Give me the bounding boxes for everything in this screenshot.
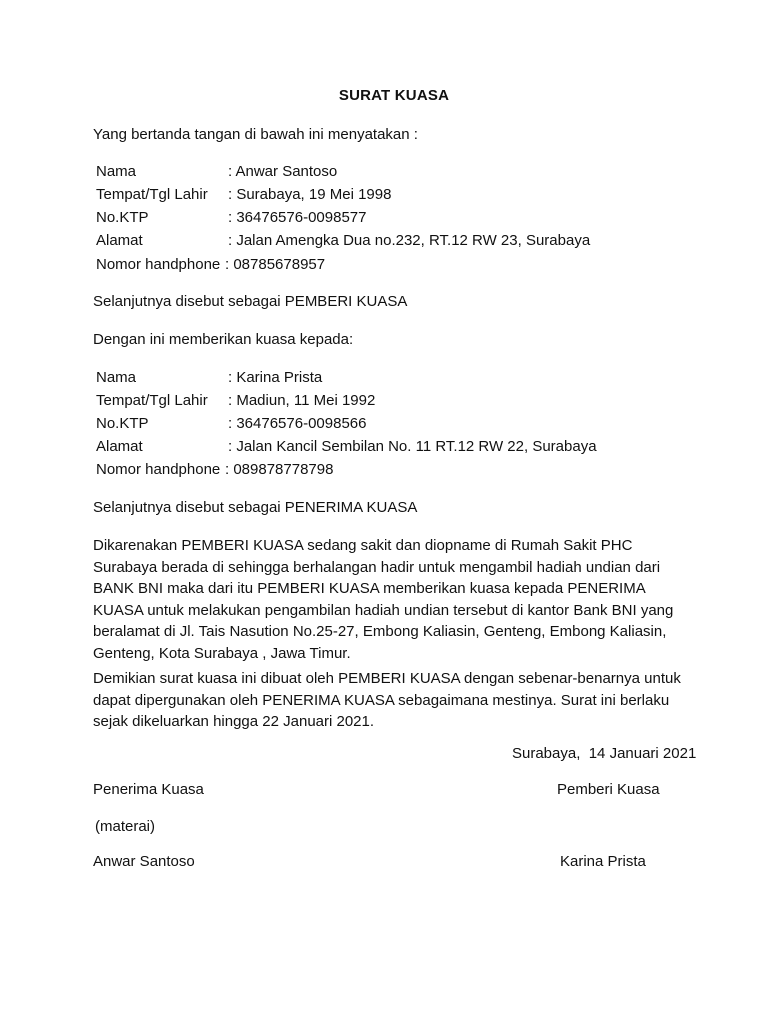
place-date: Surabaya, 14 Januari 2021 (512, 745, 697, 762)
grantor-label-address: Alamat (96, 232, 143, 249)
grantee-label-ktp: No.KTP (96, 415, 149, 432)
grantee-value-address: : Jalan Kancil Sembilan No. 11 RT.12 RW 22, Surabaya (228, 438, 597, 455)
body1-line-2: Surabaya berada di sehingga berhalangan hadir untuk mengambil hadiah undian dari (93, 558, 661, 576)
grantee-label-phone: Nomor handphone (96, 461, 221, 478)
grantor-value-birth: : Surabaya, 19 Mei 1998 (228, 186, 392, 203)
grantor-label-ktp: No.KTP (96, 209, 149, 226)
sign-left-name: Anwar Santoso (93, 853, 195, 870)
body2-line-1: Demikian surat kuasa ini dibuat oleh PEMBERI KUASA dengan sebenar-benarnya untuk (93, 670, 681, 687)
grantee-value-ktp: : 36476576-0098566 (228, 415, 367, 432)
intro-text: Yang bertanda tangan di bawah ini menyatakan : (93, 126, 418, 143)
grantee-value-phone: : 089878778798 (225, 461, 334, 478)
grantor-value-name: : Anwar Santoso (228, 163, 338, 180)
grantee-value-name: : Karina Prista (228, 369, 323, 386)
body1-line-6: Genteng, Kota Surabaya , Jawa Timur. (93, 644, 351, 662)
body1-line-3: BANK BNI maka dari itu PEMBERI KUASA memberikan kuasa kepada PENERIMA (93, 580, 646, 597)
sign-left-role: Penerima Kuasa (93, 781, 204, 798)
grantor-label-birth: Tempat/Tgl Lahir (96, 186, 208, 203)
grantee-label-address: Alamat (96, 438, 143, 455)
body1-line-4: KUASA untuk melakukan pengambilan hadiah undian tersebut di kantor Bank BNI yang (93, 601, 674, 619)
grantor-value-phone: : 08785678957 (225, 256, 326, 273)
grantee-note: Selanjutnya disebut sebagai PENERIMA KUASA (93, 499, 418, 516)
stamp-note: (materai) (95, 818, 156, 835)
grantee-value-birth: : Madiun, 11 Mei 1992 (228, 392, 376, 409)
sign-right-name: Karina Prista (560, 853, 646, 870)
grantor-label-phone: Nomor handphone (96, 256, 221, 273)
grantor-note: Selanjutnya disebut sebagai PEMBERI KUASA (93, 293, 408, 310)
body1-line-1: Dikarenakan PEMBERI KUASA sedang sakit dan diopname di Rumah Sakit PHC (93, 537, 633, 554)
grantor-value-address: : Jalan Amengka Dua no.232, RT.12 RW 23, Surabaya (228, 232, 591, 249)
grantee-label-name: Nama (96, 369, 137, 386)
transition-text: Dengan ini memberikan kuasa kepada: (93, 331, 354, 348)
grantor-value-ktp: : 36476576-0098577 (228, 209, 367, 226)
sign-right-role: Pemberi Kuasa (557, 781, 660, 798)
grantor-label-name: Nama (96, 163, 137, 180)
body2-line-3: sejak dikeluarkan hingga 22 Januari 2021. (93, 713, 375, 730)
grantee-label-birth: Tempat/Tgl Lahir (96, 392, 208, 409)
body1-line-5: beralamat di Jl. Tais Nasution No.25-27, Embong Kaliasin, Genteng, Embong Kaliasin, (93, 623, 667, 640)
letter-title: SURAT KUASA (338, 87, 450, 104)
body2-line-2: dapat dipergunakan oleh PENERIMA KUASA sebagaimana mestinya. Surat ini berlaku (93, 691, 670, 709)
